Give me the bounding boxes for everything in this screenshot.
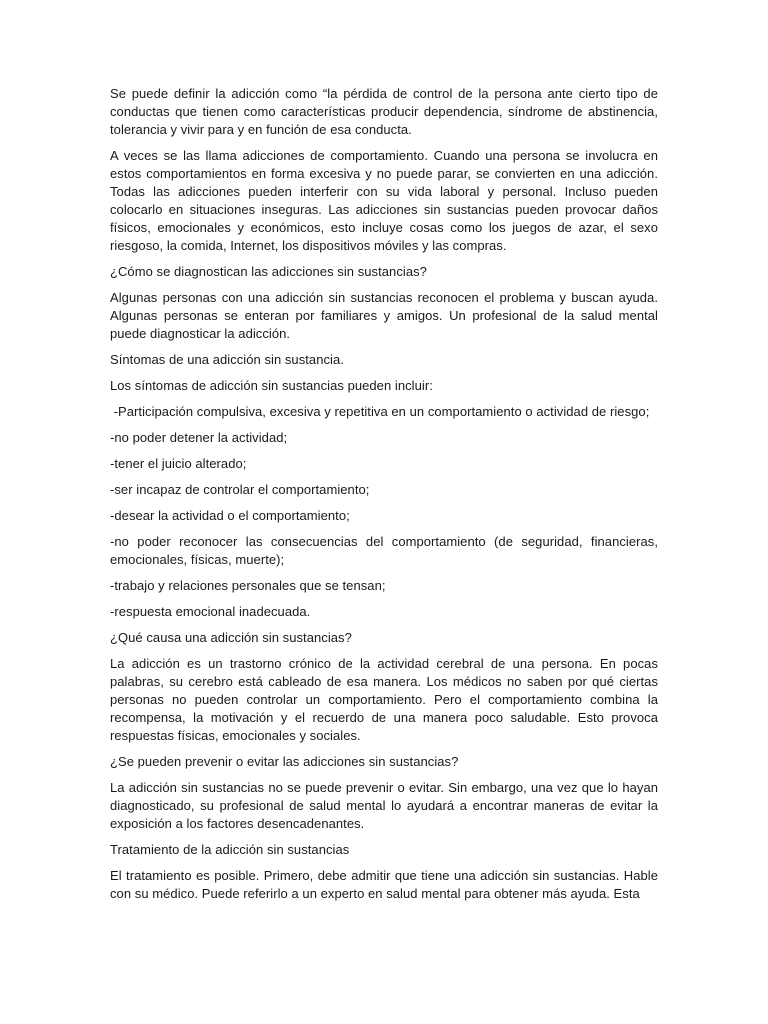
paragraph-behavioral-addictions: A veces se las llama adicciones de comportamiento. Cuando una persona se involucra en estos comportamientos en forma excesiva y no puede parar, se convierten en una adicción. Todas las adicciones pueden interferir con su vida laboral y personal. Incluso pueden colocarlo en situaciones inseguras. Las adicciones sin sustancias pueden provocar daños físicos, emocionales y económicos, esto incluye cosas como los juegos de azar, el sexo riesgoso, la comida, Internet, los dispositivos móviles y las compras.: [110, 148, 658, 253]
heading-symptoms: Síntomas de una adicción sin sustancia.: [110, 352, 344, 367]
heading-diagnosis: ¿Cómo se diagnostican las adicciones sin sustancias?: [110, 264, 427, 279]
heading-prevention: ¿Se pueden prevenir o evitar las adicciones sin sustancias?: [110, 754, 459, 769]
symptom-item: -respuesta emocional inadecuada.: [110, 604, 311, 619]
paragraph-treatment: El tratamiento es posible. Primero, debe admitir que tiene una adicción sin sustancias. Hable con su médico. Puede referirlo a un experto en salud mental para obtener más ayuda. Esta: [110, 868, 658, 901]
paragraph-prevention: La adicción sin sustancias no se puede prevenir o evitar. Sin embargo, una vez que lo hayan diagnosticado, su profesional de salud mental lo ayudará a encontrar maneras de evitar la exposición a los factores desencadenantes.: [110, 780, 658, 831]
symptom-item: -no poder detener la actividad;: [110, 430, 288, 445]
symptom-item: -Participación compulsiva, excesiva y repetitiva en un comportamiento o actividad de riesgo;: [110, 404, 650, 419]
symptom-item: -no poder reconocer las consecuencias del comportamiento (de seguridad, financieras, emocionales, físicas, muerte);: [110, 534, 658, 567]
symptom-item: -tener el juicio alterado;: [110, 456, 247, 471]
symptom-item: -trabajo y relaciones personales que se tensan;: [110, 578, 386, 593]
paragraph-definition: Se puede definir la adicción como “la pérdida de control de la persona ante cierto tipo de conductas que tienen como características producir dependencia, síndrome de abstinencia, tolerancia y vivir para y en función de esa conducta.: [110, 86, 658, 137]
paragraph-diagnosis: Algunas personas con una adicción sin sustancias reconocen el problema y buscan ayuda. Algunas personas se enteran por familiares y amigos. Un profesional de la salud mental puede diagnosticar la adicción.: [110, 290, 658, 341]
heading-treatment: Tratamiento de la adicción sin sustancias: [110, 842, 350, 857]
symptoms-intro: Los síntomas de adicción sin sustancias pueden incluir:: [110, 378, 433, 393]
paragraph-causes: La adicción es un trastorno crónico de la actividad cerebral de una persona. En pocas palabras, su cerebro está cableado de esa manera. Los médicos no saben por qué ciertas personas no pueden controlar un comportamiento. Pero el comportamiento combina la recompensa, la motivación y el recuerdo de una manera poco saludable. Esto provoca respuestas físicas, emocionales y sociales.: [110, 656, 658, 743]
symptom-item: -ser incapaz de controlar el comportamiento;: [110, 482, 370, 497]
symptom-item: -desear la actividad o el comportamiento;: [110, 508, 350, 523]
heading-causes: ¿Qué causa una adicción sin sustancias?: [110, 630, 352, 645]
